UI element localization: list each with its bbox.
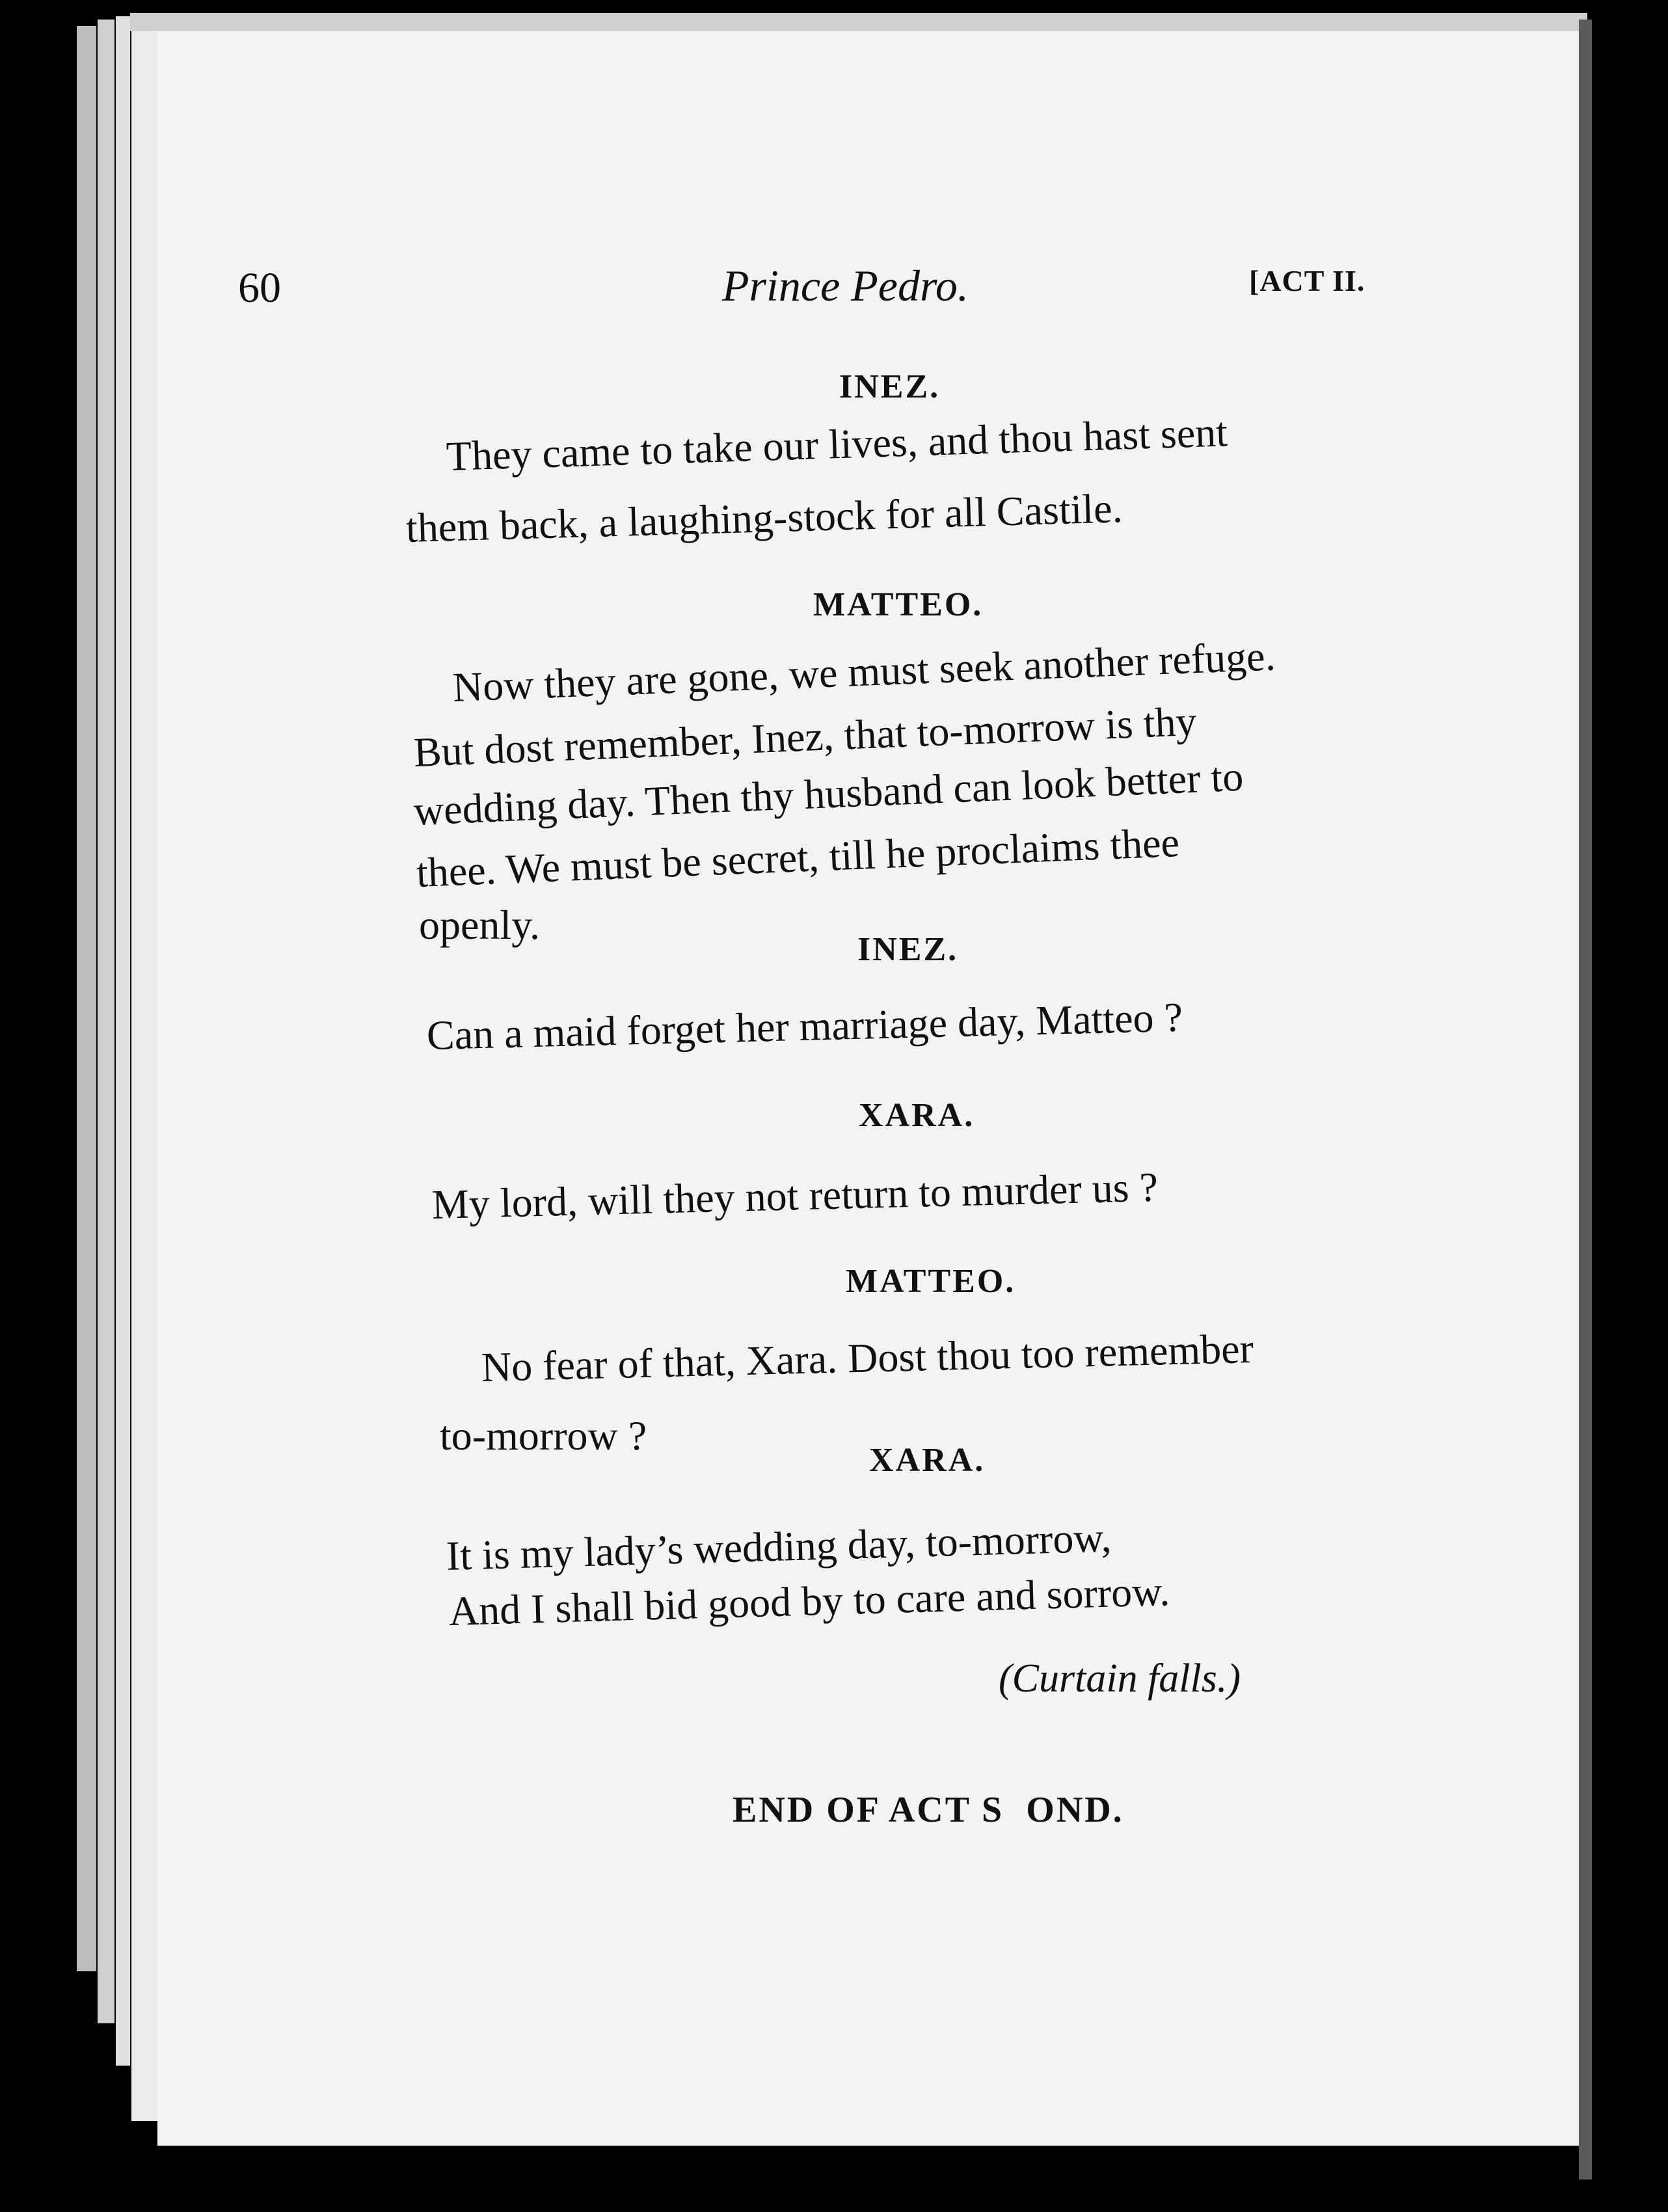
page-number: 60	[238, 264, 281, 312]
speaker-name: INEZ.	[839, 368, 941, 405]
dialogue-line: thee. We must be secret, till he proclaims thee	[415, 818, 1181, 896]
dialogue-line: No fear of that, Xara. Dost thou too remember	[481, 1325, 1254, 1390]
speaker-name: MATTEO.	[846, 1263, 1016, 1300]
page-edge-1	[77, 26, 96, 1971]
page-top-edge	[130, 13, 1587, 31]
page-right-shadow	[1579, 20, 1592, 2179]
dialogue-line: It is my lady’s wedding day, to-morrow,	[445, 1514, 1112, 1579]
dialogue-line: And I shall bid good by to care and sorrow.	[448, 1568, 1171, 1634]
speaker-name: MATTEO.	[813, 586, 984, 623]
page-edge-4	[131, 13, 157, 2121]
dialogue-line: But dost remember, Inez, that to-morrow is thy	[412, 697, 1198, 776]
dialogue-line: My lord, will they not return to murder us ?	[431, 1163, 1159, 1228]
stage-direction: (Curtain falls.)	[999, 1656, 1241, 1701]
running-title: Prince Pedro.	[722, 261, 969, 310]
page-edge-3	[116, 16, 130, 2066]
dialogue-line: to-morrow ?	[440, 1412, 647, 1459]
dialogue-line: openly.	[419, 902, 541, 948]
dialogue-line: Can a maid forget her marriage day, Matteo ?	[426, 993, 1183, 1059]
speaker-name: XARA.	[859, 1097, 975, 1134]
dialogue-line: them back, a laughing-stock for all Castile.	[405, 485, 1123, 551]
bleed-through	[455, 345, 1431, 371]
speaker-name: INEZ.	[857, 931, 959, 968]
page-edge-2	[98, 20, 114, 2023]
dialogue-line: They came to take our lives, and thou hast sent	[445, 409, 1228, 479]
end-of-act-note: END OF ACT S OND.	[733, 1790, 1124, 1830]
dialogue-line: wedding day. Then thy husband can look better to	[412, 753, 1244, 834]
act-marker: [ACT II.	[1249, 264, 1365, 297]
speaker-name: XARA.	[869, 1442, 986, 1479]
dialogue-line: Now they are gone, we must seek another refuge.	[451, 632, 1276, 710]
